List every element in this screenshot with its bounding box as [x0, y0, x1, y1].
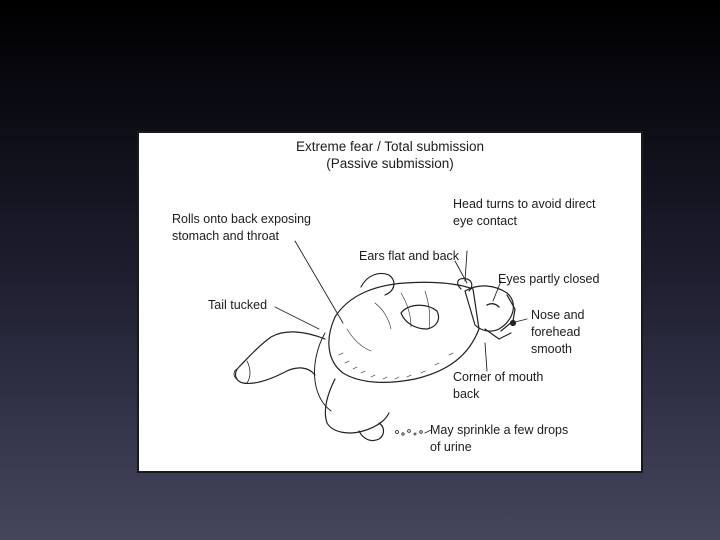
dog-body — [329, 282, 479, 382]
label-nose-line1: Nose and — [531, 308, 585, 322]
label-eyes: Eyes partly closed — [498, 272, 600, 286]
dog-hind-leg-lower — [325, 379, 389, 433]
label-urine-line1: May sprinkle a few drops — [430, 423, 569, 437]
label-head-turns-line1: Head turns to avoid direct — [453, 197, 596, 211]
dog-eye — [487, 304, 499, 307]
label-urine-line2: of urine — [430, 440, 472, 454]
label-mouth-line2: back — [453, 387, 480, 401]
dog-submission-figure — [137, 131, 643, 473]
leader-lines — [275, 241, 527, 433]
figure-subtitle: (Passive submission) — [326, 156, 454, 171]
label-head-turns-line2: eye contact — [453, 214, 517, 228]
dog-hind-leg-left — [236, 332, 325, 383]
dog-hind-paw — [359, 423, 384, 441]
label-nose-line2: forehead — [531, 325, 581, 339]
label-nose-line3: smooth — [531, 342, 572, 356]
label-rolls-line2: stomach and throat — [172, 229, 280, 243]
label-tail: Tail tucked — [208, 298, 268, 312]
urine-drops — [396, 430, 423, 436]
figure-title: Extreme fear / Total submission — [295, 139, 485, 154]
label-ears: Ears flat and back — [359, 249, 460, 263]
label-mouth-line1: Corner of mouth — [453, 370, 544, 384]
dog-head — [465, 286, 513, 331]
dog-forepaw-mid — [401, 305, 439, 329]
label-rolls-line1: Rolls onto back exposing — [172, 212, 311, 226]
